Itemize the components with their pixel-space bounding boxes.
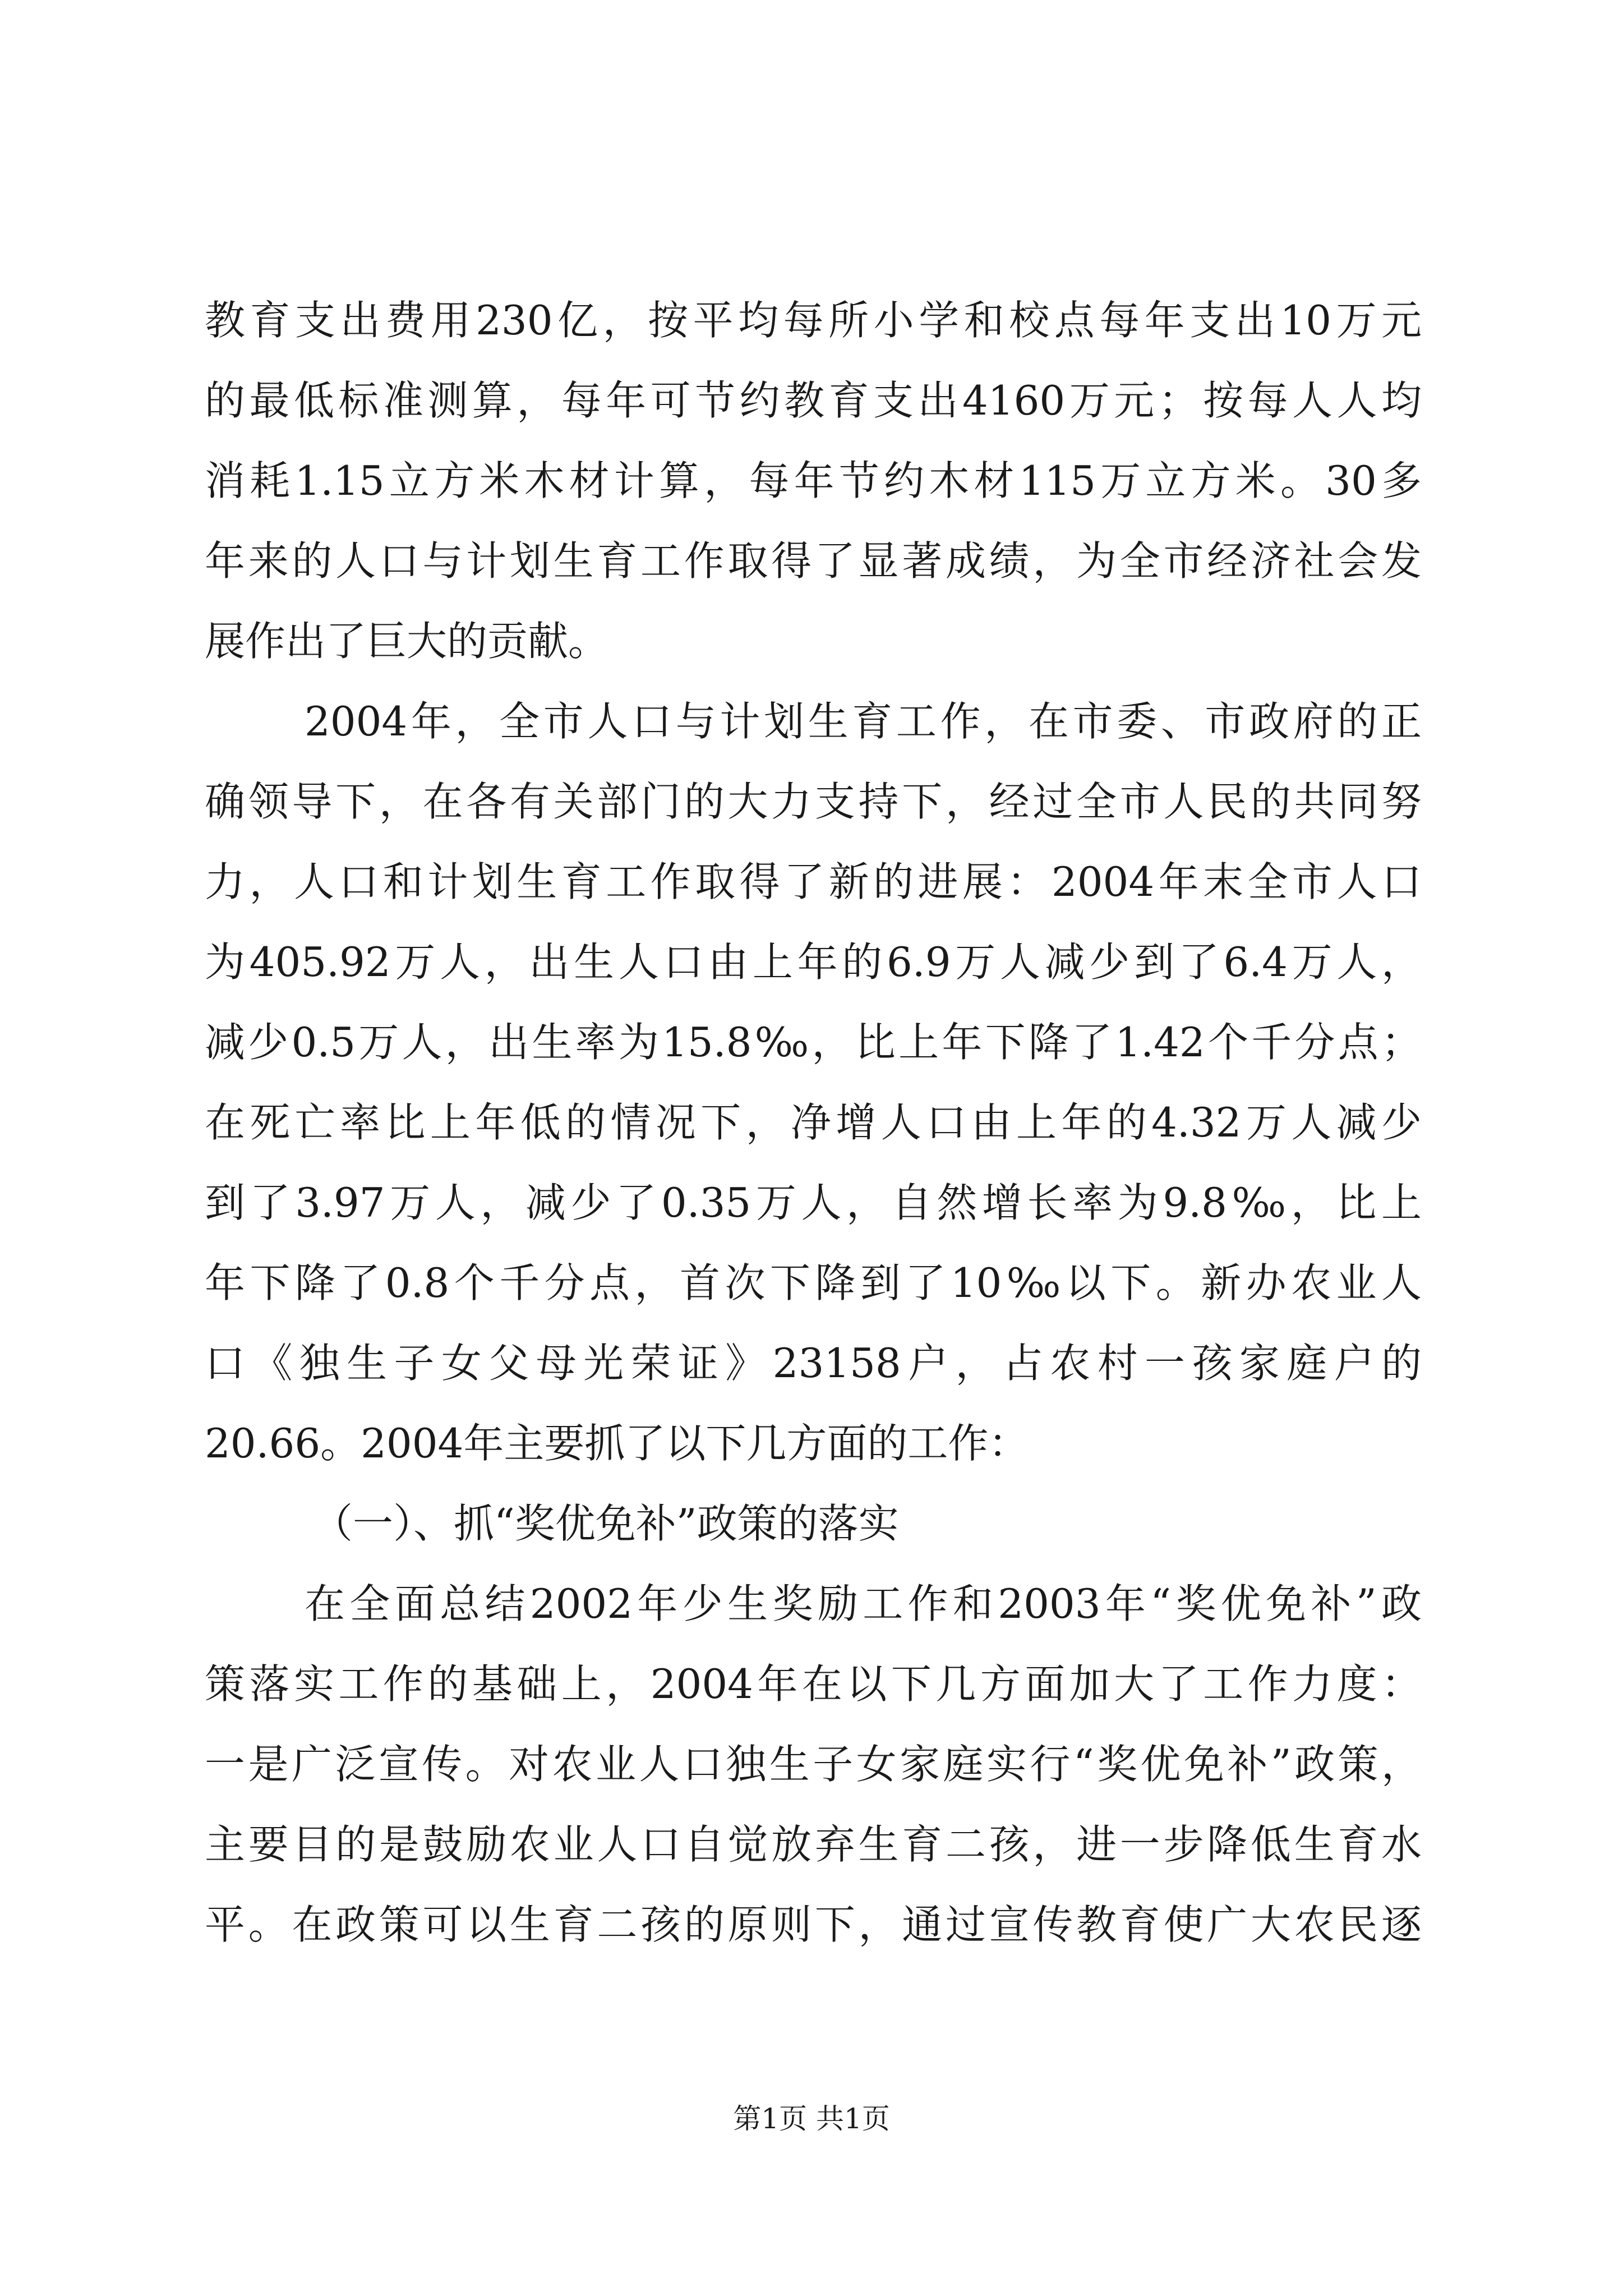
text-line: 消耗1.15立方米木材计算，每年节约木材115万立方米。30多 <box>205 457 1422 504</box>
paragraph-first-line: 2004年，全市人口与计划生育工作，在市委、市政府的正 <box>305 698 1422 745</box>
text-line: 平。在政策可以生育二孩的原则下，通过宣传教育使广大农民逐 <box>205 1901 1422 1948</box>
text-line: 一是广泛宣传。对农业人口独生子女家庭实行“奖优免补”政策， <box>205 1741 1422 1788</box>
text-line: 口《独生子女父母光荣证》23158户，占农村一孩家庭户的 <box>205 1340 1422 1387</box>
text-line: 确领导下，在各有关部门的大力支持下，经过全市人民的共同努 <box>205 778 1422 825</box>
text-line: 展作出了巨大的贡献。 <box>205 618 609 665</box>
text-line: 的最低标准测算，每年可节约教育支出4160万元；按每人人均 <box>205 377 1422 424</box>
text-line: 主要目的是鼓励农业人口自觉放弃生育二孩，进一步降低生育水 <box>205 1821 1422 1868</box>
body-text <box>205 280 1422 1965</box>
text-line: 策落实工作的基础上，2004年在以下几方面加大了工作力度： <box>205 1660 1422 1708</box>
text-line: 减少0.5万人，出生率为15.8‰，比上年下降了1.42个千分点； <box>205 1019 1422 1066</box>
paragraph-first-line: 在全面总结2002年少生奖励工作和2003年“奖优免补”政 <box>305 1580 1422 1627</box>
text-line: 20.66。2004年主要抓了以下几方面的工作： <box>205 1420 1029 1467</box>
text-line: 教育支出费用230亿，按平均每所小学和校点每年支出10万元 <box>205 297 1422 344</box>
text-line: 在死亡率比上年低的情况下，净增人口由上年的4.32万人减少 <box>205 1099 1422 1146</box>
text-line: 年下降了0.8个千分点，首次下降到了10‰以下。新办农业人 <box>205 1259 1422 1306</box>
text-line: 为405.92万人，出生人口由上年的6.9万人减少到了6.4万人， <box>205 938 1422 986</box>
text-line: 力，人口和计划生育工作取得了新的进展：2004年末全市人口 <box>205 858 1422 905</box>
section-heading: （一）、抓“奖优免补”政策的落实 <box>312 1500 899 1547</box>
text-line: 年来的人口与计划生育工作取得了显著成绩，为全市经济社会发 <box>205 537 1422 585</box>
page-number-footer: 第1页 共1页 <box>733 2102 890 2135</box>
text-line: 到了3.97万人，减少了0.35万人，自然增长率为9.8‰，比上 <box>205 1179 1422 1226</box>
